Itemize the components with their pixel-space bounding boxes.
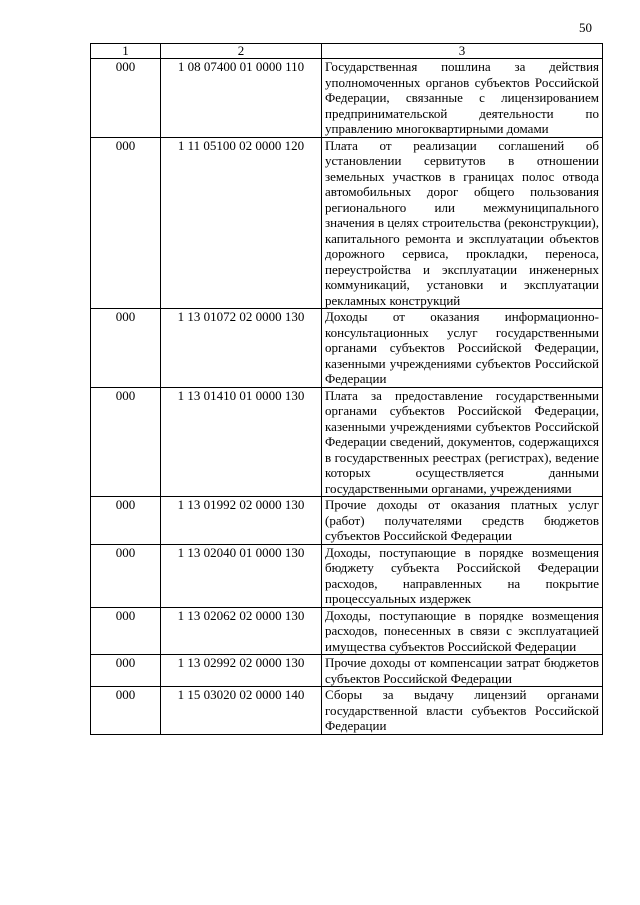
description-cell: Плата за предоставление государственными органами субъектов Российской Федерации, казенными учреждениями субъектов Российской Федерации сведений, документов, содержащихся в государственных реестрах (регистрах), ведение которых осуществляется данными государственными органами, учреждениями [322, 387, 603, 497]
budget-code-cell: 1 13 01410 01 0000 130 [161, 387, 322, 497]
page-number: 50 [579, 20, 592, 35]
budget-code-cell: 1 13 02040 01 0000 130 [161, 544, 322, 607]
admin-code-cell: 000 [91, 497, 161, 545]
table-header-row [91, 44, 603, 59]
admin-code-cell: 000 [91, 137, 161, 309]
description-cell: Доходы, поступающие в порядке возмещения бюджету субъекта Российской Федерации расходов, направленных на покрытие процессуальных издержек [322, 544, 603, 607]
description-cell: Доходы от оказания информационно-консультационных услуг государственными органами субъектов Российской Федерации, казенными учреждениями субъектов Российской Федерации [322, 309, 603, 388]
description-cell: Сборы за выдачу лицензий органами государственной власти субъектов Российской Федерации [322, 687, 603, 735]
description-cell: Прочие доходы от компенсации затрат бюджетов субъектов Российской Федерации [322, 655, 603, 687]
admin-code-cell: 000 [91, 607, 161, 655]
admin-code-cell: 000 [91, 309, 161, 388]
description-cell: Доходы, поступающие в порядке возмещения расходов, понесенных в связи с эксплуатацией имущества субъектов Российской Федерации [322, 607, 603, 655]
budget-code-cell: 1 13 01992 02 0000 130 [161, 497, 322, 545]
admin-code-cell: 000 [91, 655, 161, 687]
table-row [91, 607, 603, 655]
budget-code-cell: 1 13 02992 02 0000 130 [161, 655, 322, 687]
header-col-2: 2 [161, 44, 322, 59]
table-row [91, 497, 603, 545]
admin-code-cell: 000 [91, 59, 161, 138]
admin-code-cell: 000 [91, 387, 161, 497]
budget-code-cell: 1 11 05100 02 0000 120 [161, 137, 322, 309]
budget-code-cell: 1 15 03020 02 0000 140 [161, 687, 322, 735]
table-row [91, 687, 603, 735]
table-row [91, 655, 603, 687]
description-cell: Государственная пошлина за действия уполномоченных органов субъектов Российской Федерации, связанные с лицензированием предпринимательской деятельности по управлению многоквартирными домами [322, 59, 603, 138]
header-col-1: 1 [91, 44, 161, 59]
table-row [91, 59, 603, 138]
budget-code-cell: 1 13 01072 02 0000 130 [161, 309, 322, 388]
header-col-3: 3 [322, 44, 603, 59]
table-row [91, 309, 603, 388]
table-row [91, 137, 603, 309]
revenue-classification-table [90, 43, 603, 735]
budget-code-cell: 1 13 02062 02 0000 130 [161, 607, 322, 655]
description-cell: Плата от реализации соглашений об установлении сервитутов в отношении земельных участков в границах полос отвода автомобильных дорог общего пользования регионального или межмуниципального значения в целях строительства (реконструкции), капитального ремонта и эксплуатации объектов дорожного сервиса, прокладки, переноса, переустройства и эксплуатации инженерных коммуникаций, установки и эксплуатации рекламных конструкций [322, 137, 603, 309]
table-row [91, 387, 603, 497]
table-row [91, 544, 603, 607]
admin-code-cell: 000 [91, 687, 161, 735]
description-cell: Прочие доходы от оказания платных услуг (работ) получателями средств бюджетов субъектов Российской Федерации [322, 497, 603, 545]
admin-code-cell: 000 [91, 544, 161, 607]
budget-code-cell: 1 08 07400 01 0000 110 [161, 59, 322, 138]
